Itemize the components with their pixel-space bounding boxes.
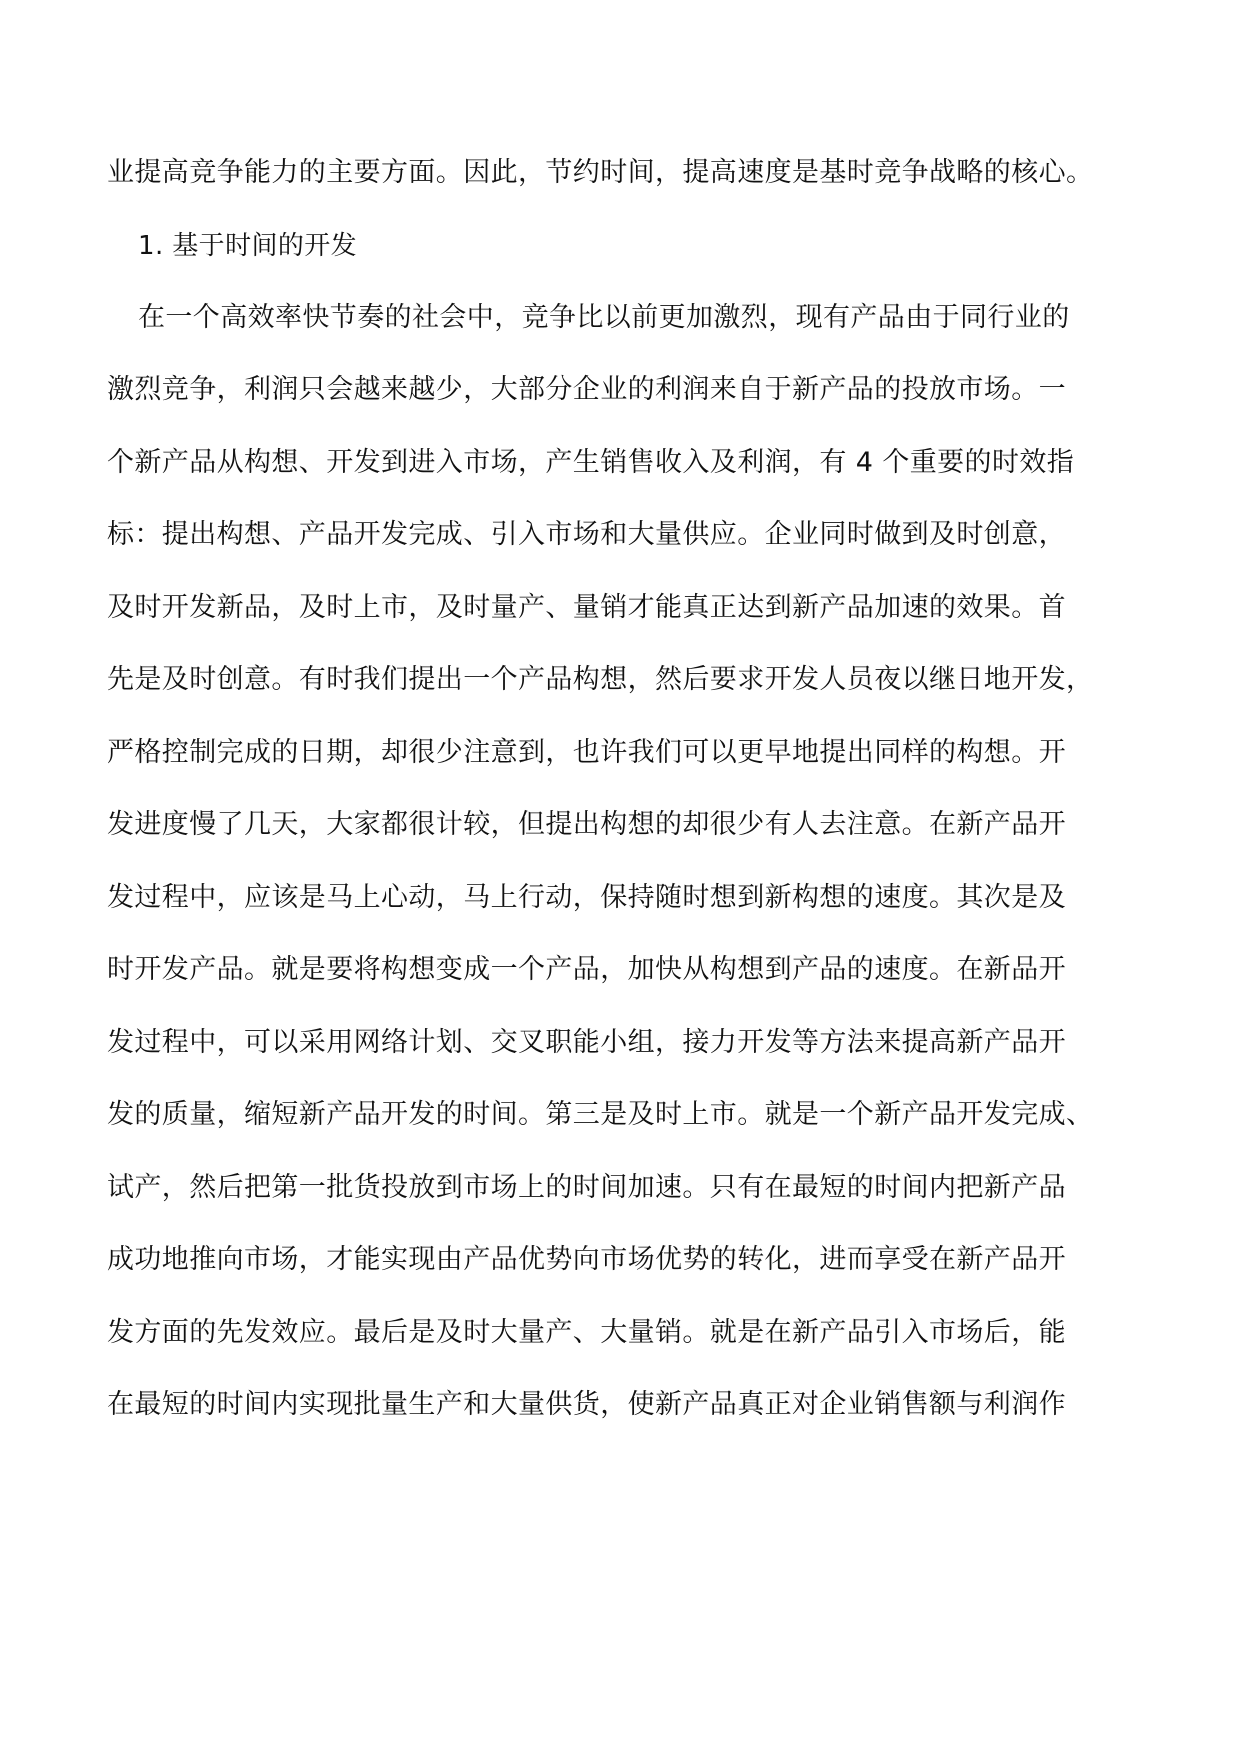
- paragraph-line: 个新产品从构想、开发到进入市场，产生销售收入及利润，有 4 个重要的时效指: [107, 447, 1075, 478]
- paragraph-line: 业提高竞争能力的主要方面。因此，节约时间，提高速度是基时竞争战略的核心。: [107, 157, 1094, 188]
- paragraph-line: 激烈竞争，利润只会越来越少，大部分企业的利润来自于新产品的投放市场。一: [107, 374, 1066, 405]
- paragraph-line: 及时开发新品，及时上市，及时量产、量销才能真正达到新产品加速的效果。首: [107, 592, 1066, 623]
- paragraph-line: 发过程中，可以采用网络计划、交叉职能小组，接力开发等方法来提高新产品开: [107, 1027, 1066, 1058]
- paragraph-line: 时开发产品。就是要将构想变成一个产品，加快从构想到产品的速度。在新品开: [107, 954, 1066, 985]
- paragraph-line: 先是及时创意。有时我们提出一个产品构想，然后要求开发人员夜以继日地开发，: [107, 664, 1094, 695]
- paragraph-line: 发进度慢了几天，大家都很计较，但提出构想的却很少有人去注意。在新产品开: [107, 809, 1066, 840]
- paragraph-line: 发方面的先发效应。最后是及时大量产、大量销。就是在新产品引入市场后，能: [107, 1317, 1066, 1348]
- paragraph-line: 发过程中，应该是马上心动，马上行动，保持随时想到新构想的速度。其次是及: [107, 882, 1066, 913]
- paragraph-line: 成功地推向市场，才能实现由产品优势向市场优势的转化，进而享受在新产品开: [107, 1244, 1066, 1275]
- paragraph-line: 在一个高效率快节奏的社会中，竞争比以前更加激烈，现有产品由于同行业的: [138, 302, 1070, 333]
- paragraph-line: 严格控制完成的日期，却很少注意到，也许我们可以更早地提出同样的构想。开: [107, 737, 1066, 768]
- paragraph-line: 标：提出构想、产品开发完成、引入市场和大量供应。企业同时做到及时创意，: [107, 519, 1066, 550]
- paragraph-line: 在最短的时间内实现批量生产和大量供货，使新产品真正对企业销售额与利润作: [107, 1389, 1066, 1420]
- section-heading: 1. 基于时间的开发: [138, 231, 358, 261]
- paragraph-line: 试产，然后把第一批货投放到市场上的时间加速。只有在最短的时间内把新产品: [107, 1172, 1066, 1203]
- paragraph-line: 发的质量，缩短新产品开发的时间。第三是及时上市。就是一个新产品开发完成、: [107, 1099, 1094, 1130]
